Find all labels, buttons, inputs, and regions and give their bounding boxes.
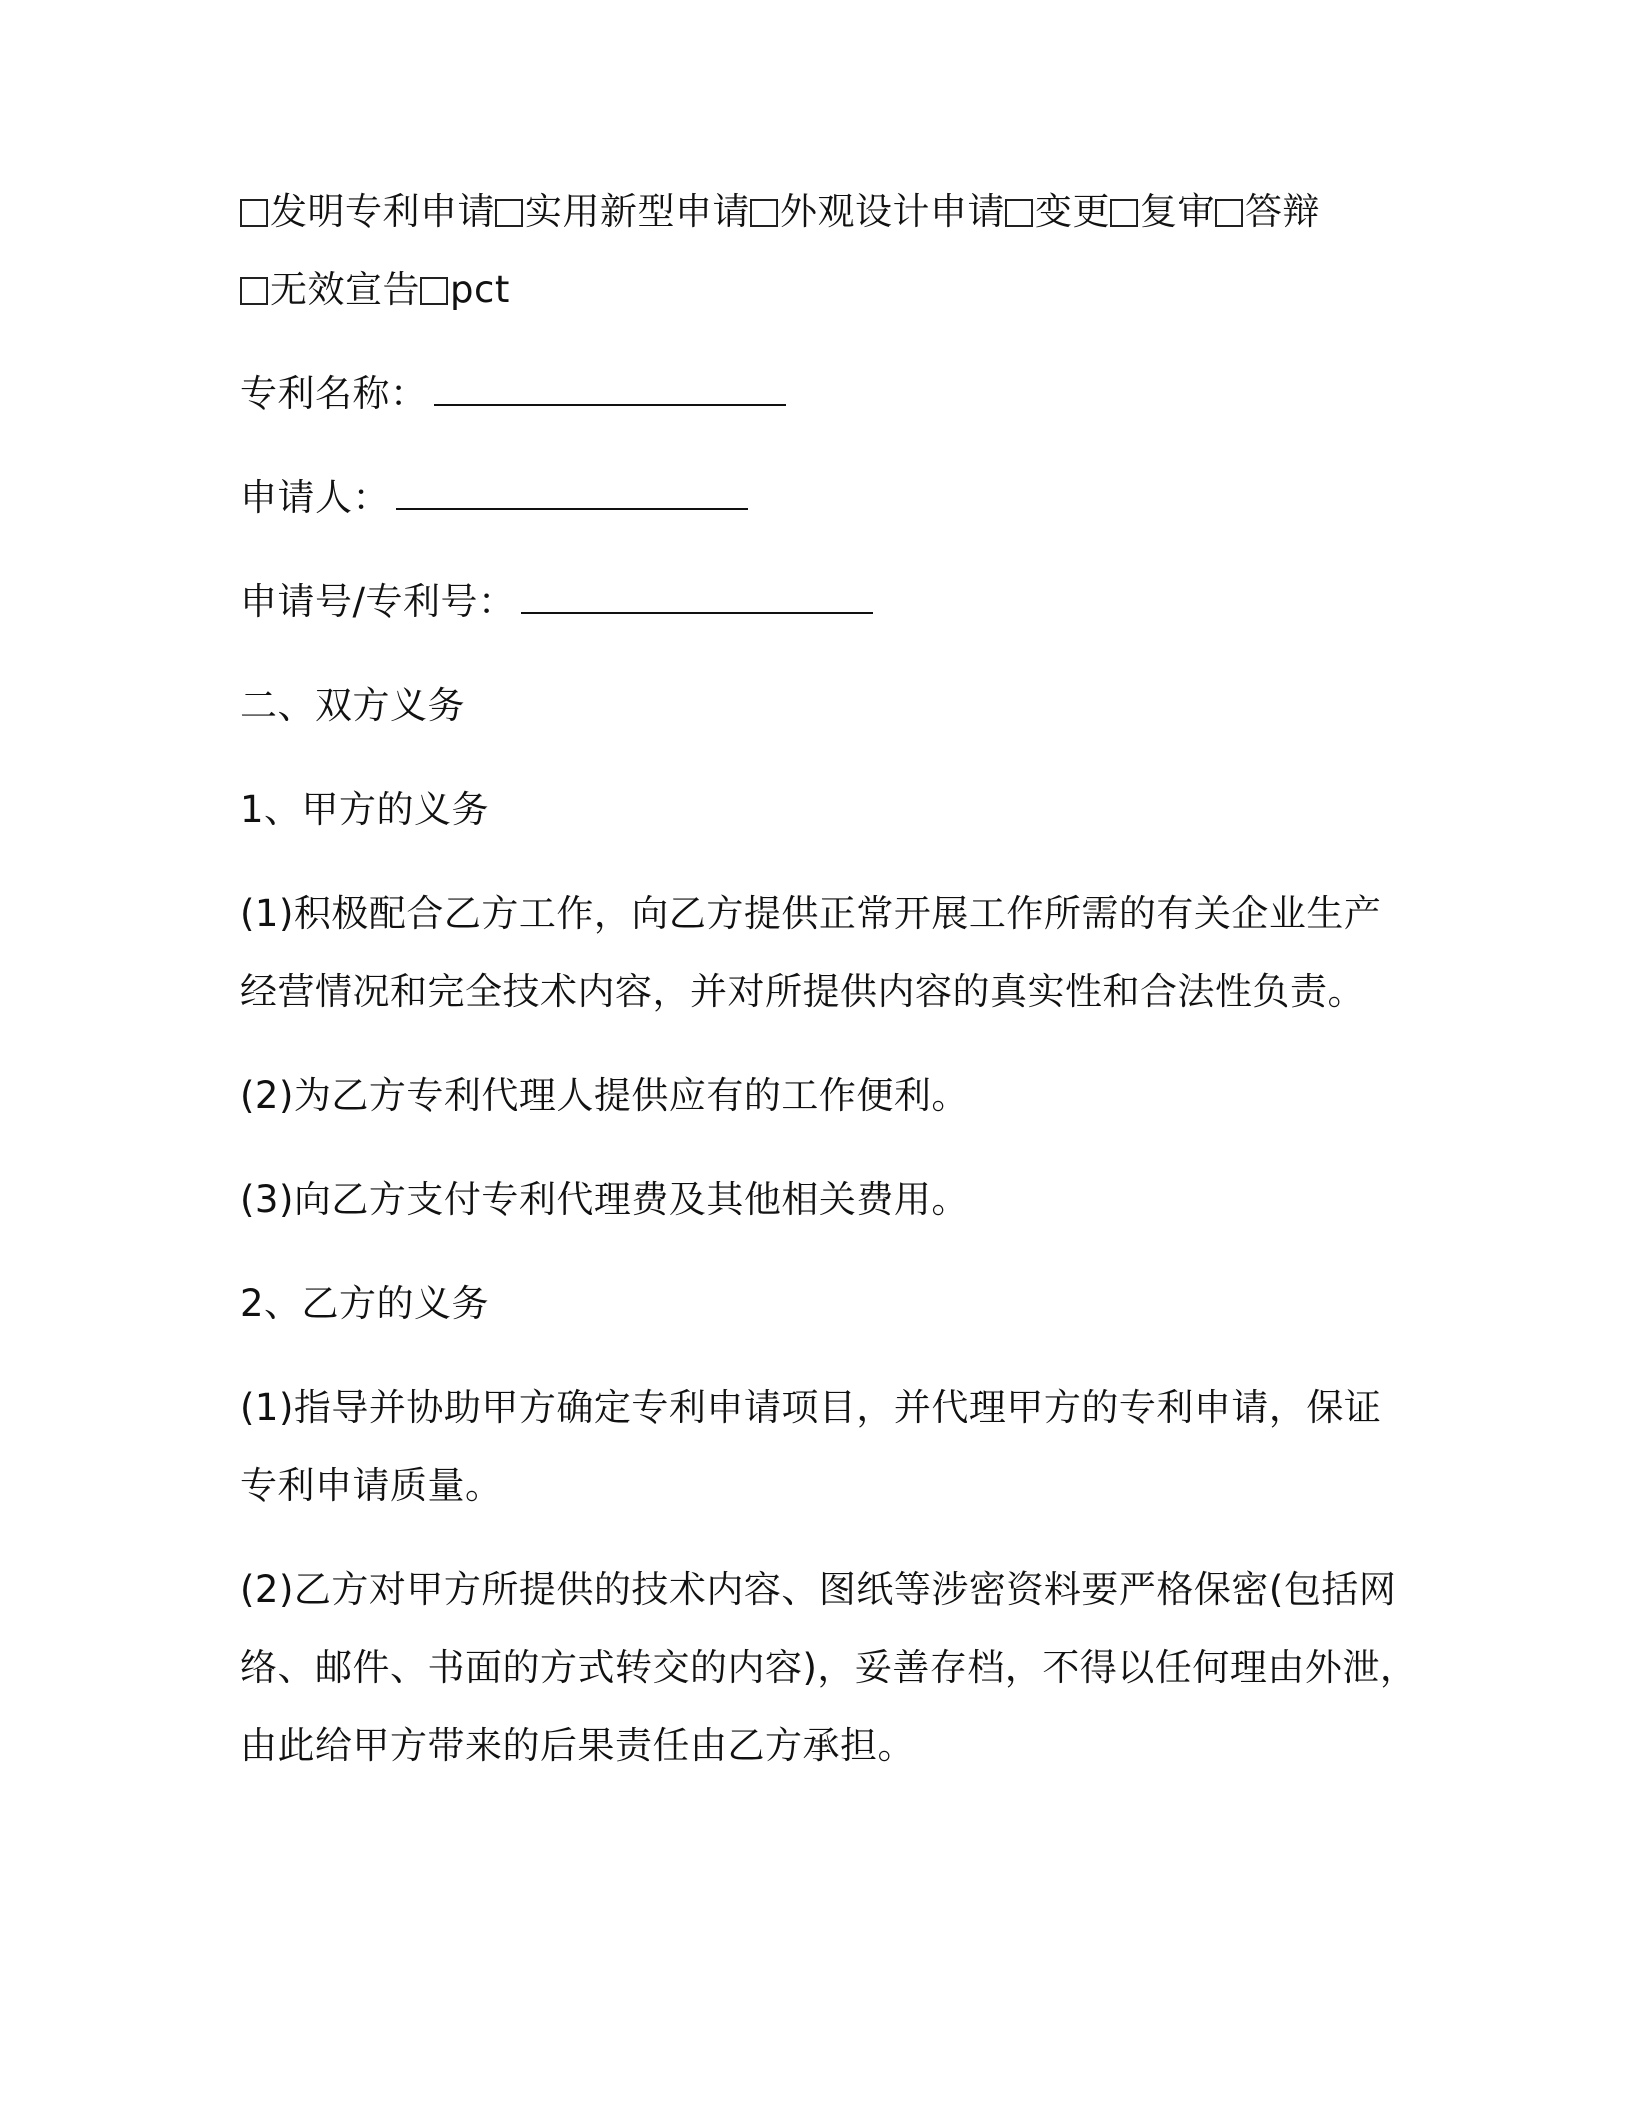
applicant-label: 申请人：: [240, 476, 390, 519]
application-number-blank[interactable]: [521, 582, 873, 614]
option-utility-model[interactable]: 实用新型申请: [495, 190, 750, 233]
checkbox-icon[interactable]: [1215, 199, 1243, 227]
checkbox-icon[interactable]: [240, 199, 268, 227]
option-invention[interactable]: 发明专利申请: [240, 190, 495, 233]
party-a-item-3: (3)向乙方支付专利代理费及其他相关费用。: [240, 1178, 969, 1221]
party-a-item-2: (2)为乙方专利代理人提供应有的工作便利。: [240, 1074, 969, 1117]
section-heading: 二、双方义务: [240, 684, 465, 727]
application-number-label: 申请号/专利号：: [240, 580, 516, 623]
document-page: [240, 186, 1420, 1824]
option-pct[interactable]: pct: [420, 268, 510, 311]
checkbox-icon[interactable]: [750, 199, 778, 227]
party-a-item-1: (1)积极配合乙方工作，向乙方提供正常开展工作所需的有关企业生产 经营情况和完全技术内容，并对所提供内容的真实性和合法性负责。: [240, 892, 1382, 1013]
application-number-field: [240, 576, 1420, 628]
party-b-item-2: (2)乙方对甲方所提供的技术内容、图纸等涉密资料要严格保密(包括网 络、邮件、书面的方式转交的内容)，妥善存档，不得以任何理由外泄， 由此给甲方带来的后果责任由乙方承担。: [240, 1568, 1418, 1767]
options-line-2: [240, 264, 1420, 316]
patent-name-label: 专利名称：: [240, 372, 428, 415]
option-change[interactable]: 变更: [1005, 190, 1110, 233]
checkbox-icon[interactable]: [1005, 199, 1033, 227]
options-line-1: [240, 186, 1420, 238]
application-type-options: [240, 186, 1420, 316]
checkbox-icon[interactable]: [495, 199, 523, 227]
patent-name-field: [240, 368, 1420, 420]
option-defense[interactable]: 答辩: [1215, 190, 1320, 233]
option-invalidation[interactable]: 无效宣告: [240, 268, 420, 311]
checkbox-icon[interactable]: [240, 277, 268, 305]
checkbox-icon[interactable]: [420, 277, 448, 305]
applicant-field: [240, 472, 1420, 524]
option-design[interactable]: 外观设计申请: [750, 190, 1005, 233]
patent-name-blank[interactable]: [434, 374, 786, 406]
party-b-item-1: (1)指导并协助甲方确定专利申请项目，并代理甲方的专利申请，保证 专利申请质量。: [240, 1386, 1382, 1507]
party-b-heading: 2、乙方的义务: [240, 1282, 490, 1325]
checkbox-icon[interactable]: [1110, 199, 1138, 227]
option-reexamination[interactable]: 复审: [1110, 190, 1215, 233]
applicant-blank[interactable]: [396, 478, 748, 510]
party-a-heading: 1、甲方的义务: [240, 788, 490, 831]
